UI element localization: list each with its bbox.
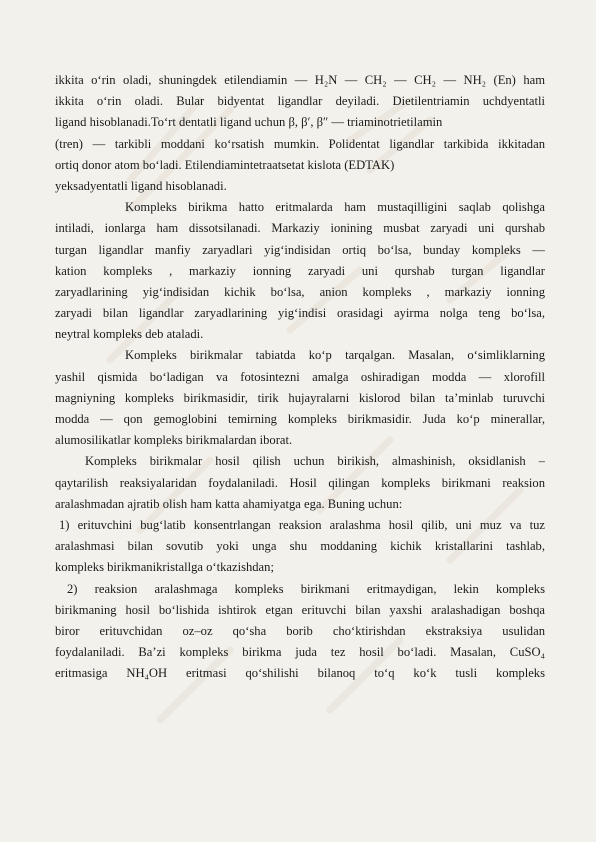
text-line: Kompleks birikma hatto eritmalarda ham mustaqilligini saqlab qolishga bbox=[125, 200, 545, 215]
text-line: (tren) — tarkibli moddani ko‘rsatish mumkin. Polidentat ligandlar tarkibida ikkitadan bbox=[55, 136, 545, 151]
text-line: eritmasiga NH₄OH eritmasi qo‘shilishi bilanoq to‘q ko‘k tusli kompleks bbox=[55, 666, 545, 681]
text-line: 2) reaksion aralashmaga kompleks birikmani eritmaydigan, lekin kompleks bbox=[67, 581, 545, 596]
text-line: biror erituvchidan oz–oz qo‘sha borib cho‘ktirishdan ekstraksiya usulidan bbox=[55, 623, 545, 638]
text-line: ikkita o‘rin oladi, shuningdek etilendiamin — H₂N — CH₂ — CH₂ — NH₂ (En) ham bbox=[55, 73, 545, 87]
text-line: ortiq donor atom bo‘ladi. Etilendiamintetraatsetat kislota (EDTAK) bbox=[55, 157, 395, 172]
text-line: ikkita o‘rin oladi. Bular bidyentat ligandlar deyiladi. Dietilentriamin uchdyentatli bbox=[55, 94, 545, 109]
text-line: aralashmadan ajratib olish ham katta ahamiyatga ega. Buning uchun: bbox=[55, 496, 403, 511]
text-line: aralashmasi bilan sovutib yoki unga shu moddaning kichik kristallarini tashlab, bbox=[55, 539, 545, 554]
text-line: Kompleks birikmalar tabiatda ko‘p tarqalgan. Masalan, o‘simliklarning bbox=[125, 348, 545, 363]
text-line: intiladi, ionlarga ham dissotsilanadi. Markaziy ionining musbat zaryadi uni qurshab bbox=[55, 221, 545, 236]
text-line: magniyning kompleks birikmasidir, tirik hujayralarni kislorod bilan ta’minlab turuvchi bbox=[55, 390, 545, 405]
text-line: turgan ligandlar manfiy zaryadlari yig‘indisidan ortiq bo‘lsa, bunday kompleks — bbox=[55, 242, 545, 257]
text-line: Kompleks birikmalar hosil qilish uchun birikish, almashinish, oksidlanish – bbox=[85, 454, 545, 469]
text-line: alumosilikatlar kompleks birikmalardan iborat. bbox=[55, 433, 293, 448]
text-line: foydalaniladi. Ba’zi kompleks birikma juda tez hosil bo‘ladi. Masalan, CuSO₄ bbox=[55, 645, 545, 660]
text-line: birikmaning hosil bo‘lishida ishtirok etgan erituvchi bilan yaxshi aralashadigan boshqa bbox=[55, 602, 545, 617]
text-body bbox=[55, 70, 545, 684]
text-line: modda — qon gemoglobini temirning kompleks birikmasidir. Juda ko‘p minerallar, bbox=[55, 412, 545, 426]
text-line: kation kompleks , markaziy ionning zaryadi uni qurshab turgan ligandlar bbox=[55, 263, 545, 278]
text-line: qaytarilish reaksiyalaridan foydalaniladi. Hosil qilingan kompleks birikmani reaksion bbox=[55, 475, 545, 490]
text-line: yeksadyentatli ligand hisoblanadi. bbox=[55, 178, 227, 193]
text-line: ligand hisoblanadi.To‘rt dentatli ligand uchun β, β′, β″ — triaminotrietilamin bbox=[55, 115, 443, 130]
text-line: neytral kompleks deb ataladi. bbox=[55, 327, 204, 342]
text-line: 1) erituvchini bug‘latib konsentrlangan reaksion aralashma hosil qilib, uni muz va tuz bbox=[59, 517, 545, 532]
text-line: zaryadlarining yig‘indisidan kichik bo‘lsa, anion kompleks , markaziy ionning bbox=[55, 284, 545, 299]
text-line: kompleks birikmanikristallga o‘tkazishdan; bbox=[55, 560, 274, 575]
text-line: zaryadi bilan ligandlar zaryadlarining yig‘indisi orasidagi ayirma nolga teng bo‘lsa, bbox=[55, 306, 545, 321]
text-line: yashil qismida bo‘ladigan va fotosintezni amalga oshiradigan modda — xlorofill bbox=[55, 369, 545, 384]
